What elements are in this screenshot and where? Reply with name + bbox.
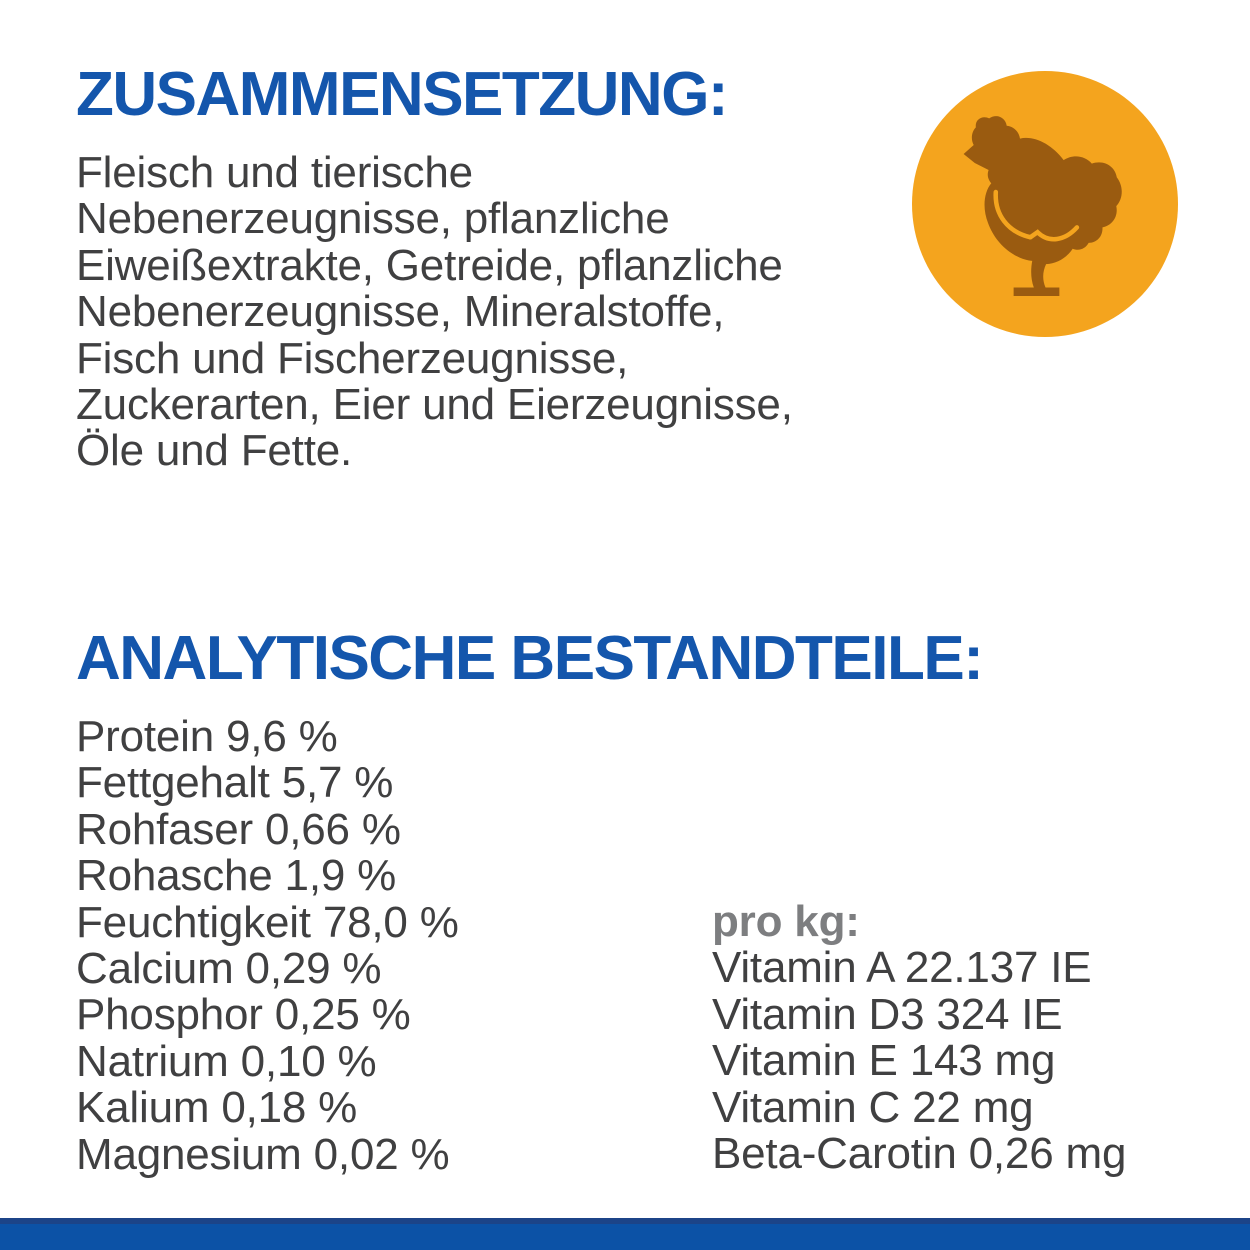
analytical-list: [76, 714, 459, 1178]
text-line: Öle und Fette.: [76, 426, 353, 476]
analytical-row: Rohasche 1,9 %: [76, 851, 397, 901]
text-line: Fisch und Fischerzeugnisse,: [76, 333, 629, 383]
analytical-row: Feuchtigkeit 78,0 %: [76, 897, 459, 947]
analytical-row: Natrium 0,10 %: [76, 1036, 377, 1086]
per-kg-row: Beta-Carotin 0,26 mg: [712, 1129, 1127, 1179]
analytical-row: Phosphor 0,25 %: [76, 990, 411, 1040]
composition-text: [76, 150, 793, 475]
per-kg-row: Vitamin C 22 mg: [712, 1082, 1034, 1132]
per-kg-row: Vitamin E 143 mg: [712, 1036, 1056, 1086]
text-line: Zuckerarten, Eier und Eierzeugnisse,: [76, 380, 793, 430]
analytical-row: Rohfaser 0,66 %: [76, 804, 401, 854]
analytical-row: Kalium 0,18 %: [76, 1083, 358, 1133]
composition-heading: ZUSAMMENSETZUNG:: [76, 60, 728, 129]
analytical-heading: ANALYTISCHE BESTANDTEILE:: [76, 624, 983, 693]
text-line: Nebenerzeugnisse, pflanzliche: [76, 194, 670, 244]
per-kg-list: [712, 899, 1126, 1177]
per-kg-label: pro kg:: [712, 897, 860, 946]
analytical-row: Magnesium 0,02 %: [76, 1129, 450, 1179]
per-kg-row: Vitamin A 22.137 IE: [712, 943, 1092, 993]
analytical-row: Fettgehalt 5,7 %: [76, 758, 394, 808]
chicken-icon: [912, 71, 1178, 337]
text-line: Nebenerzeugnisse, Mineralstoffe,: [76, 287, 725, 337]
text-line: Eiweißextrakte, Getreide, pflanzliche: [76, 240, 783, 290]
per-kg-row: Vitamin D3 324 IE: [712, 989, 1063, 1039]
chicken-badge: [912, 71, 1178, 337]
analytical-row: Calcium 0,29 %: [76, 944, 382, 994]
footer-bar: [0, 1218, 1250, 1250]
text-line: Fleisch und tierische: [76, 148, 473, 197]
analytical-row: Protein 9,6 %: [76, 712, 338, 761]
